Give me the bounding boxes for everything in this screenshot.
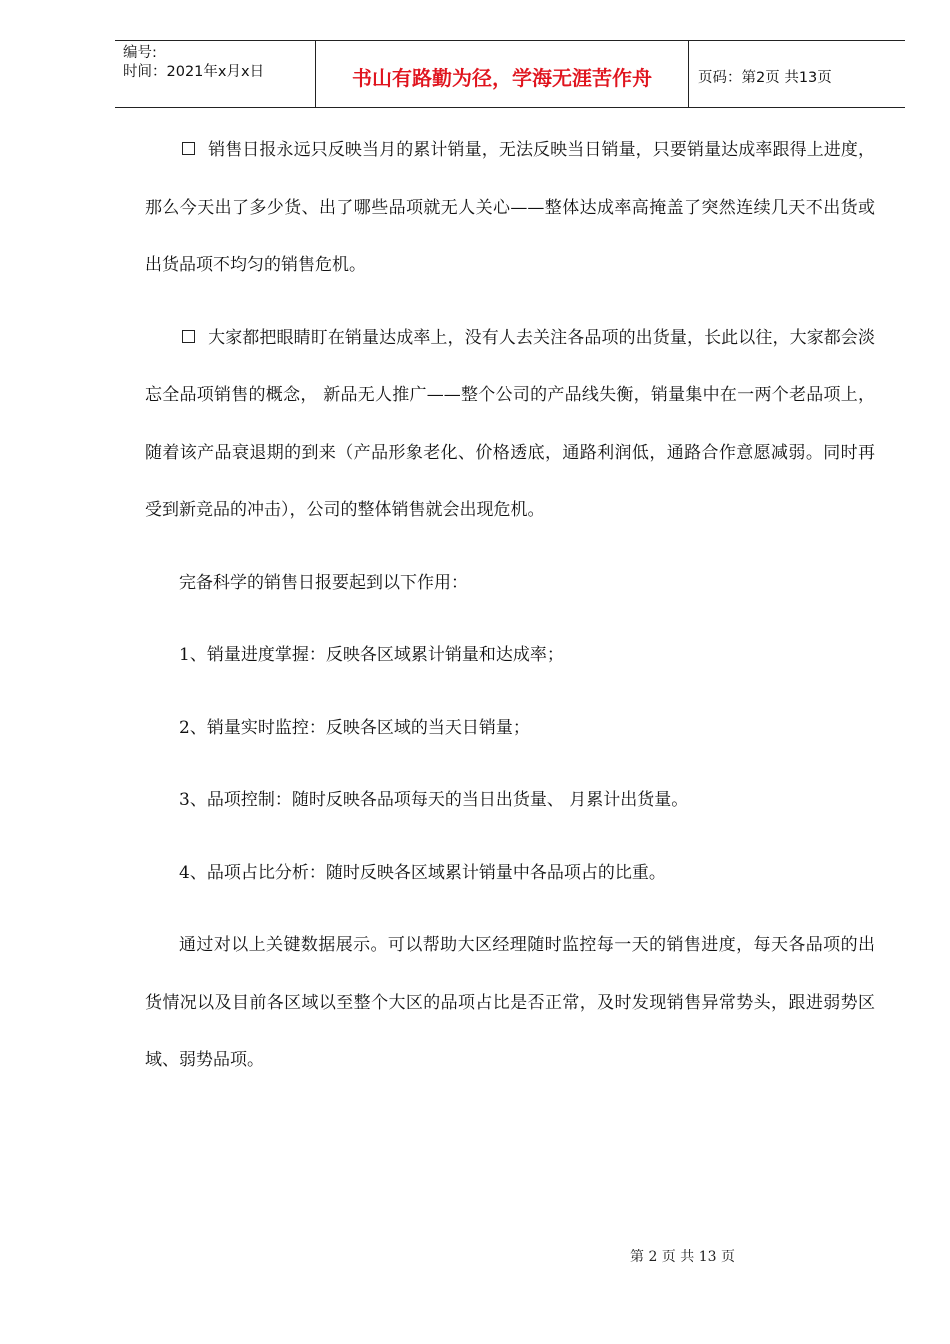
time-label: 时间：2021年x月x日 — [123, 64, 265, 80]
bullet-text-2: 大家都把眼睛盯在销量达成率上，没有人去关注各品项的出货量，长此以往，大家都会淡忘全品项销售的概念， 新品无人推广——整个公司的产品线失衡，销量集中在一两个老品项上，随着该产品衰退期的到来（产品形象老化、价格透底，通路利润低，通路合作意愿减弱。同时再受到新竞品的冲击），公司的整体销售就会出现危机。 — [145, 327, 875, 520]
intro-paragraph: 完备科学的销售日报要起到以下作用： — [179, 572, 468, 593]
bullet-text-1: 销售日报永远只反映当月的累计销量，无法反映当日销量，只要销量达成率跟得上进度，那么今天出了多少货、出了哪些品项就无人关心——整体达成率高掩盖了突然连续几天不出货或出货品项不均匀的销售危机。 — [145, 140, 875, 275]
document-body — [145, 122, 875, 1090]
list-item-1: 1、销量进度掌握：反映各区域累计销量和达成率； — [179, 645, 564, 665]
page-footer: 第 2 页 共 13 页 — [630, 1249, 735, 1265]
checkbox-icon — [182, 330, 195, 343]
list-item-4: 4、品项占比分析：随时反映各区域累计销量中各品项占的比重。 — [179, 862, 666, 883]
list-item-3: 3、品项控制：随时反映各品项每天的当日出货量、 月累计出货量。 — [179, 790, 689, 810]
bullet-paragraph-2 — [145, 310, 875, 540]
page-header — [115, 40, 905, 108]
checkbox-icon — [182, 142, 195, 155]
header-motto: 书山有路勤为径，学海无涯苦作舟 — [316, 41, 689, 107]
bullet-paragraph-1 — [145, 122, 875, 295]
conclusion-paragraph: 通过对以上关键数据展示。可以帮助大区经理随时监控每一天的销售进度，每天各品项的出货情况以及目前各区域以至整个大区的品项占比是否正常，及时发现销售异常势头，跟进弱势区域、弱势品项。 — [145, 935, 875, 1070]
header-page-code: 页码：第2页 共13页 — [698, 69, 832, 86]
header-meta — [115, 41, 316, 107]
number-label: 编号: — [123, 45, 157, 61]
list-item-2: 2、销量实时监控：反映各区域的当天日销量； — [179, 717, 530, 738]
